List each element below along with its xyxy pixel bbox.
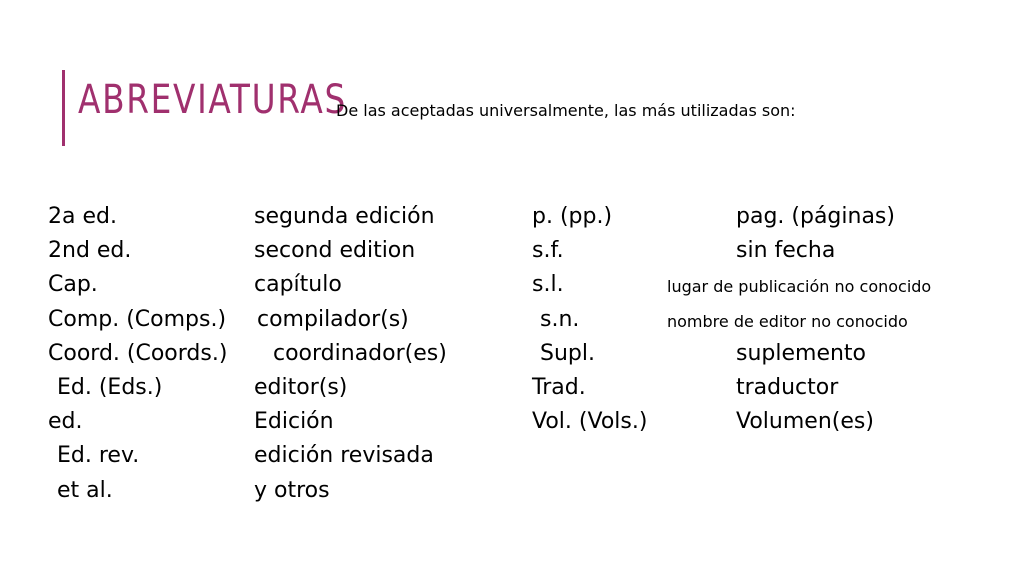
abbreviation: Ed. rev. xyxy=(57,443,140,468)
abbreviation: s.f. xyxy=(532,238,564,263)
abbreviation-meaning: suplemento xyxy=(736,341,867,366)
page-title: ABREVIATURAS xyxy=(78,77,347,123)
abbreviation-meaning: Edición xyxy=(254,409,334,434)
abbreviation-meaning: Volumen(es) xyxy=(736,409,874,434)
abbreviation-meaning: compilador(s) xyxy=(257,307,409,332)
abbreviation-meaning: lugar de publicación no conocido xyxy=(667,277,932,296)
abbreviation-meaning: edición revisada xyxy=(254,443,434,468)
abbreviation: Cap. xyxy=(48,272,98,297)
abbreviation: 2nd ed. xyxy=(48,238,132,263)
abbreviation-meaning: sin fecha xyxy=(736,238,836,263)
abbreviation-meaning: capítulo xyxy=(254,272,342,297)
abbreviation: Ed. (Eds.) xyxy=(57,375,163,400)
abbreviation: Comp. (Comps.) xyxy=(48,307,227,332)
abbreviation-meaning: pag. (páginas) xyxy=(736,204,895,229)
abbreviation: Coord. (Coords.) xyxy=(48,341,228,366)
abbreviation-meaning: nombre de editor no conocido xyxy=(667,312,908,331)
abbreviation-meaning: traductor xyxy=(736,375,839,400)
abbreviation: p. (pp.) xyxy=(532,204,613,229)
abbreviation: s.l. xyxy=(532,272,564,297)
abbreviation-meaning: y otros xyxy=(254,478,330,503)
abbreviation: ed. xyxy=(48,409,83,434)
abbreviation: et al. xyxy=(57,478,113,503)
abbreviation-meaning: second edition xyxy=(254,238,416,263)
abbreviation: 2a ed. xyxy=(48,204,117,229)
abbreviation: Vol. (Vols.) xyxy=(532,409,648,434)
abbreviation: s.n. xyxy=(540,307,580,332)
abbreviation-meaning: segunda edición xyxy=(254,204,435,229)
abbreviation-meaning: editor(s) xyxy=(254,375,348,400)
abbreviation: Trad. xyxy=(532,375,586,400)
page-subtitle: De las aceptadas universalmente, las más utilizadas son: xyxy=(336,101,796,120)
title-accent-bar xyxy=(62,70,65,146)
abbreviation: Supl. xyxy=(540,341,595,366)
abbreviation-meaning: coordinador(es) xyxy=(273,341,447,366)
